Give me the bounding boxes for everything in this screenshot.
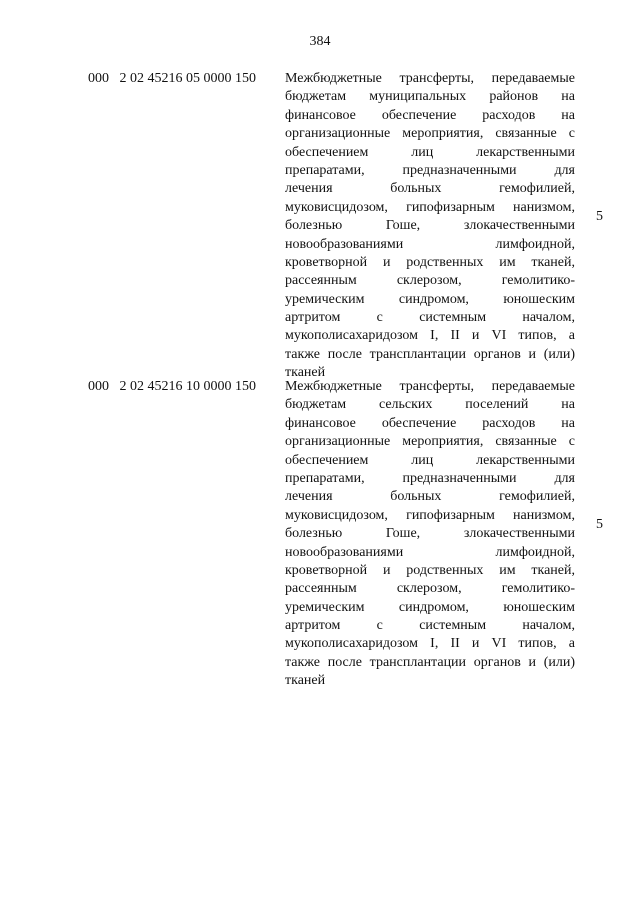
entry-amount: 5: [596, 209, 603, 224]
entry-description: [285, 70, 575, 383]
description-line: финансовое обеспечение расходов на: [285, 415, 575, 431]
description-line: также после трансплантации органов и (или): [285, 346, 575, 362]
description-line: также после трансплантации органов и (или): [285, 654, 575, 670]
description-line: уремическим синдромом, юношеским: [285, 599, 575, 615]
description-line: болезнью Гоше, злокачественными: [285, 526, 575, 542]
description-line: болезнью Гоше, злокачественными: [285, 218, 575, 234]
description-line: Межбюджетные трансферты, передаваемые: [285, 379, 575, 394]
description-line: организационные мероприятия, связанные с: [285, 126, 575, 142]
description-line: артритом с системным началом,: [285, 618, 575, 634]
description-line: организационные мероприятия, связанные с: [285, 434, 575, 450]
description-line: уремическим синдромом, юношеским: [285, 291, 575, 307]
description-line: бюджетам сельских поселений на: [285, 397, 575, 413]
description-line: кроветворной и родственных им тканей,: [285, 254, 575, 270]
description-line: мукополисахаридозом I, II и VI типов, а: [285, 328, 575, 344]
description-line: обеспечением лиц лекарственными: [285, 144, 575, 160]
description-line: рассеянным склерозом, гемолитико-: [285, 273, 575, 289]
description-line: новообразованиями лимфоидной,: [285, 236, 575, 252]
entry-description: [285, 378, 575, 691]
entry-amount: 5: [596, 517, 603, 532]
description-line: тканей: [285, 673, 326, 689]
description-line: тканей: [285, 365, 326, 381]
description-line: финансовое обеспечение расходов на: [285, 107, 575, 123]
description-line: артритом с системным началом,: [285, 310, 575, 326]
description-line: лечения больных гемофилией,: [285, 181, 575, 197]
description-line: рассеянным склерозом, гемолитико-: [285, 581, 575, 597]
description-line: лечения больных гемофилией,: [285, 489, 575, 505]
description-line: новообразованиями лимфоидной,: [285, 544, 575, 560]
description-line: муковисцидозом, гипофизарным нанизмом,: [285, 507, 575, 523]
description-line: мукополисахаридозом I, II и VI типов, а: [285, 636, 575, 652]
description-line: Межбюджетные трансферты, передаваемые: [285, 71, 575, 86]
page-number: 384: [309, 34, 331, 49]
description-line: кроветворной и родственных им тканей,: [285, 562, 575, 578]
description-line: бюджетам муниципальных районов на: [285, 89, 575, 105]
description-line: муковисцидозом, гипофизарным нанизмом,: [285, 199, 575, 215]
budget-classification-code: 000 2 02 45216 10 0000 150: [88, 379, 256, 394]
budget-classification-code: 000 2 02 45216 05 0000 150: [88, 71, 256, 86]
description-line: препаратами, предназначенными для: [285, 470, 575, 486]
description-line: обеспечением лиц лекарственными: [285, 452, 575, 468]
description-line: препаратами, предназначенными для: [285, 162, 575, 178]
